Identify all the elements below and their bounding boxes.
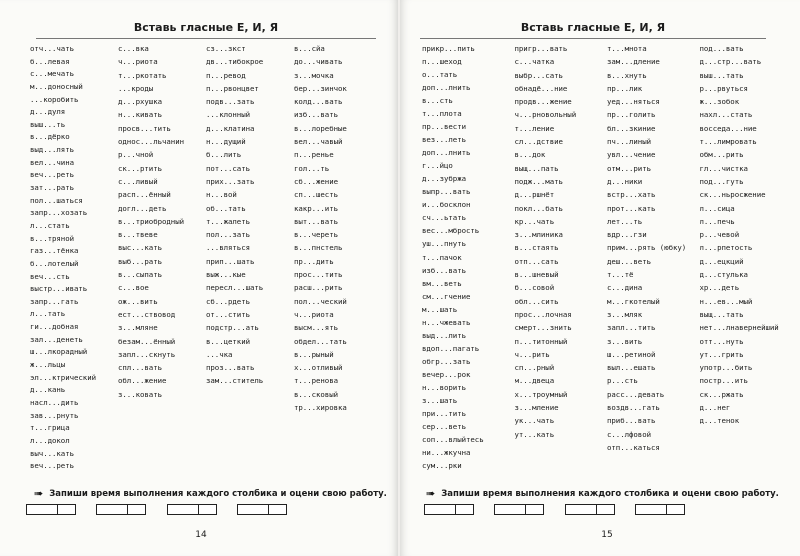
word-item: с...дина [607,283,643,293]
word-item: вел...чина [30,157,74,167]
word-item: веч...реть [30,170,74,180]
word-item: бер...зинчок [294,83,347,93]
word-item: пересл...шать [206,283,264,293]
word-item: пот...сать [206,163,250,173]
page-title: Вставь гласные Е, И, Я [36,18,376,39]
word-item: обдел...тать [294,336,347,346]
word-item: выс...кать [118,243,162,253]
word-item: и...босклон [422,200,471,210]
word-item: с...чатка [514,57,555,67]
word-item: встр...хать [607,190,656,200]
word-item: б...совой [514,283,555,293]
word-item: вечер...рок [422,369,471,379]
right-page [400,0,800,556]
word-item: ож...вить [118,296,158,306]
word-item: расп...ённый [118,190,171,200]
word-item: вдр...гзи [607,230,647,240]
word-item: ...чка [206,349,233,359]
word-item: отм...рить [607,163,651,173]
word-item: л...рпетость [699,243,753,253]
word-item: высм...ять [294,323,338,333]
word-column [118,42,206,472]
word-item: в...док [514,150,546,160]
word-item: в...хнуть [607,70,647,80]
word-item: догл...деть [118,203,167,213]
word-item: от...стить [206,309,250,319]
word-item: эл...ктрический [30,372,96,382]
word-item: продв...жение [514,97,572,107]
left-page [0,0,398,556]
word-item: выж...кые [206,270,246,280]
word-columns [422,42,792,472]
word-item: в...сть [422,96,453,106]
answer-box-group [494,504,542,515]
word-item: ск...ртить [118,163,162,173]
answer-box-group [565,504,613,515]
word-item: спл...вать [118,363,162,373]
word-item: проз...вать [206,363,255,373]
word-item: прип...шать [206,256,255,266]
word-item: подж...мать [514,176,563,186]
word-item: сч...ьтать [422,213,466,223]
word-item: прот...кать [607,203,656,213]
word-item: в...сковый [294,389,338,399]
word-item: д...зубржа [422,174,466,184]
word-item: д...ецкций [699,256,744,266]
word-item: ск...ржать [699,389,744,399]
word-item: р...рвуться [699,83,748,93]
word-item: п...ренье [294,150,334,160]
word-columns [30,42,382,472]
word-item: з...мочка [294,70,334,80]
word-item: ни...жкучна [422,447,471,457]
word-item: сб...рдеть [206,296,250,306]
answer-box-group [26,504,74,515]
word-item: т...ркотать [118,70,167,80]
word-item: доп...лнить [422,148,471,158]
word-column [515,42,608,472]
word-item: п...титонный [514,336,568,346]
word-item: сп...рный [514,363,555,373]
word-item: р...чевой [699,230,740,240]
word-item: н...ев...мый [699,296,753,306]
word-item: вел...чавый [294,137,343,147]
instruction-footer [426,487,779,500]
word-item: вес...мбрость [422,226,480,236]
word-item: пр...вести [422,122,466,132]
word-item: вдоп...пагать [422,343,480,353]
word-item: хр...деть [699,283,740,293]
word-item: выстр...ивать [30,284,88,294]
word-item: зам...дление [607,57,660,67]
word-item: выд...лить [422,330,466,340]
word-item: увл...чение [607,150,656,160]
time-box[interactable] [424,504,456,515]
word-item: д...стр...вать [699,57,762,67]
word-item: н...кивать [118,110,162,120]
page-number: 14 [195,530,207,540]
word-item: н...чжевать [422,317,471,327]
word-item: отт...нуть [699,336,744,346]
word-item: деш...веть [607,256,651,266]
word-item: б...лотелый [30,258,79,268]
word-item: д...стулька [699,270,748,280]
answer-boxes [424,504,684,515]
word-item: ест...ствовод [118,309,176,319]
grade-box[interactable] [596,504,615,515]
word-item: выт...вать [294,216,338,226]
word-item: ч...риота [294,309,334,319]
word-item: пригр...вать [514,44,568,53]
word-item: уш...пнуть [422,239,466,249]
word-item: бл...зкиние [607,123,656,133]
word-item: восседа...ние [699,123,757,133]
word-item: ж...льцы [30,360,66,370]
word-item: прих...зать [206,176,255,186]
word-item: пр...дить [294,256,334,266]
word-item: пр...голить [607,110,656,120]
word-item: в...сыпать [118,270,162,280]
word-item: сб...жение [294,176,338,186]
word-item: ук...чать [514,416,555,426]
word-item: м...доносный [30,81,83,91]
word-item: д...кань [30,385,66,395]
word-item: газ...тёнка [30,246,79,256]
word-item: об...тать [206,203,246,213]
time-box[interactable] [237,504,269,515]
word-item: см...гчение [422,291,471,301]
double-arrow-icon: ➠ [34,487,44,500]
word-item: д...нег [699,403,731,413]
word-item: сум...рки [422,461,462,470]
word-item: в...тряной [30,233,74,243]
instruction-text: Запиши время выполнения каждого столбика и оцени свою работу. [441,488,779,499]
answer-box-group [167,504,215,515]
word-item: обм...рить [699,150,744,160]
grade-box[interactable] [268,504,287,515]
word-item: пч...линый [607,137,651,147]
word-item: м...двеца [514,376,555,386]
word-item: о...тать [422,70,458,80]
word-item: ги...добная [30,322,79,332]
answer-box-group [635,504,683,515]
word-item: подв...зать [206,97,255,107]
word-item: сер...веть [422,421,466,431]
word-item: выб...рать [118,256,162,266]
word-item: в...пнстель [294,243,343,253]
word-item: т...мнота [607,44,647,53]
word-item: п...рвонцвет [206,83,259,93]
grade-box[interactable] [57,504,76,515]
word-item: л...сица [699,203,735,213]
word-item: ...вляться [206,243,250,253]
word-item: дв...тибокрое [206,57,264,67]
word-item: з...млиника [514,230,563,240]
word-column [607,42,700,472]
word-column [206,42,294,472]
word-item: колд...вать [294,97,343,107]
grade-box[interactable] [525,504,544,515]
word-item: просв...тить [118,123,171,133]
word-item: д...тенок [699,416,740,426]
word-item: д...рхушка [118,97,162,107]
word-item: л...тать [30,309,66,319]
word-column [30,42,118,472]
word-item: т...жалеть [206,216,250,226]
word-item: в...рыный [294,349,334,359]
word-item: ш...лкорадный [30,347,88,357]
word-item: употр...бить [699,363,753,373]
word-item: нет...лнавернейший [699,323,779,333]
word-item: з...шать [422,395,458,405]
time-box[interactable] [565,504,597,515]
answer-box-group [237,504,285,515]
word-item: в...стаять [514,243,559,253]
word-item: пр...лик [607,83,643,93]
word-item: з...мляне [118,323,158,333]
word-item: т...лимровать [699,137,757,147]
word-item: м...шать [422,304,458,314]
word-item: выщ...пать [514,163,559,173]
word-column [700,42,793,472]
word-item: выч...кать [30,448,74,458]
page-title: Вставь гласные Е, И, Я [420,18,766,39]
answer-box-group [96,504,144,515]
word-item: кр...чать [514,216,555,226]
word-item: постр...ить [699,376,748,386]
word-item: р...сть [607,376,638,386]
word-column [294,42,382,472]
word-item: н...ворить [422,382,466,392]
answer-box-group [424,504,472,515]
word-item: смерт...знить [514,323,572,333]
word-item: воздв...гать [607,403,660,413]
word-item: д...клатина [206,123,255,133]
word-item: м...гкотелый [607,296,660,306]
word-item: отч...чать [30,44,74,53]
word-item: ж...зобок [699,97,740,107]
word-item: выпр...вать [422,187,471,197]
word-item: в...триобродный [118,216,184,226]
word-item: д...ршнёт [514,190,555,200]
word-item: обнадё...ние [514,83,568,93]
word-item: ч...риота [118,57,158,67]
word-item: гл...чистка [699,163,748,173]
word-item: ...коробить [30,94,79,104]
word-item: нахл...стать [699,110,753,120]
word-item: с...вое [118,283,149,293]
word-item: в...сйа [294,44,325,53]
word-item: пол...ческий [294,296,347,306]
word-item: ут...грить [699,349,744,359]
word-item: пол...шаться [30,195,83,205]
word-item: выщ...тать [699,309,744,319]
word-item: сп...шесть [294,190,338,200]
word-item: доп...лнить [422,83,471,93]
word-item: т...ление [514,123,555,133]
word-item: т...плота [422,109,462,119]
word-column [422,42,515,472]
word-item: подстр...ать [206,323,259,333]
grade-box[interactable] [198,504,217,515]
word-item: запр...хозать [30,208,88,218]
grade-box[interactable] [455,504,474,515]
word-item: в...шневый [514,270,559,280]
instruction-text: Запиши время выполнения каждого столбика и оцени свою работу. [49,488,387,499]
word-item: б...левая [30,56,70,66]
word-item: з...мляк [607,309,643,319]
word-item: в...лоребные [294,123,347,133]
word-item: зал...денеть [30,334,83,344]
word-item: р...чной [118,150,154,160]
word-item: пол...зать [206,230,250,240]
word-item: с...вка [118,44,149,53]
word-item: л...печь [699,216,735,226]
word-item: изб...вать [422,265,466,275]
word-item: в...череть [294,230,338,240]
word-item: уед...няться [607,97,660,107]
word-item: сл...дствие [514,137,563,147]
grade-box[interactable] [666,504,685,515]
time-box[interactable] [494,504,526,515]
word-item: покл...бать [514,203,563,213]
word-item: ...клонный [206,110,250,120]
word-item: под...вать [699,44,744,53]
time-box[interactable] [26,504,58,515]
word-item: зав...рнуть [30,410,79,420]
time-box[interactable] [635,504,667,515]
word-item: под...гуть [699,176,744,186]
word-item: обл...жение [118,376,167,386]
word-item: т...пачок [422,252,462,262]
word-item: х...отливый [294,363,343,373]
word-item: отп...сать [514,256,559,266]
word-item: вез...леть [422,135,466,145]
word-item: п...шеход [422,57,462,67]
word-item: тр...хировка [294,403,347,413]
word-item: однос...льчанин [118,137,184,147]
word-item: веч...реть [30,461,74,471]
double-arrow-icon: ➠ [426,487,436,500]
word-item: ш...ретиной [607,349,656,359]
word-item: л...стать [30,220,70,230]
word-item: з...вить [607,336,643,346]
word-item: веч...сть [30,271,70,281]
word-item: ...кроды [118,83,154,93]
word-item: вм...веть [422,278,462,288]
answer-boxes [26,504,286,515]
word-item: запл...тить [607,323,656,333]
word-item: прикр...пить [422,44,475,53]
word-item: обгр...зать [422,356,471,366]
word-item: сз...зкст [206,44,246,53]
word-item: гол...ть [294,163,330,173]
word-item: в...твеве [118,230,158,240]
word-item: выш...тать [699,70,744,80]
word-item: т...грица [30,423,70,433]
word-item: х...троумный [514,389,568,399]
word-item: с...лфовой [607,429,651,439]
word-item: с...ливый [118,176,158,186]
word-item: н...дущий [206,137,246,147]
word-item: л...докол [30,435,70,445]
word-item: изб...вать [294,110,338,120]
word-item: д...ники [607,176,643,186]
word-item: до...чивать [294,57,343,67]
word-item: ч...рить [514,349,550,359]
word-item: г...йцо [422,161,453,171]
word-item: п...ревод [206,70,246,80]
word-item: ч...рновольный [514,110,577,120]
word-item: выд...лять [30,145,74,155]
word-item: с...мечать [30,69,74,79]
word-item: т...ренова [294,376,338,386]
page-number: 15 [601,530,613,540]
word-item: приб...вать [607,416,656,426]
word-item: насл...дить [30,397,79,407]
word-item: расс...девать [607,389,665,399]
word-item: соп...влыйтесь [422,434,484,444]
word-item: запр...гать [30,296,79,306]
word-item: зам...ститель [206,376,264,386]
word-item: зат...рать [30,183,74,193]
word-item: т...тё [607,270,634,280]
word-item: выбр...сать [514,70,563,80]
word-item: обл...сить [514,296,559,306]
word-item: при...тить [422,408,466,418]
word-item: д...дуля [30,107,66,117]
word-item: ут...кать [514,429,555,439]
word-item: выш...ть [30,119,66,129]
word-item: ск...ньросжение [699,190,766,200]
word-item: запл...скнуть [118,349,176,359]
word-item: лет...ть [607,216,643,226]
word-item: в...цеткий [206,336,250,346]
time-box[interactable] [167,504,199,515]
word-item: прос...лочная [514,309,572,319]
word-item: безам...ённый [118,336,176,346]
word-item: в...дёрко [30,132,70,142]
grade-box[interactable] [127,504,146,515]
word-item: н...вой [206,190,237,200]
word-item: прос...тить [294,270,343,280]
word-item: какр...ить [294,203,338,213]
word-item: б...лить [206,150,242,160]
instruction-footer [34,487,387,500]
word-item: выл...ешать [607,363,656,373]
word-item: з...мление [514,403,559,413]
word-item: з...ковать [118,389,162,399]
word-item: расш...рить [294,283,343,293]
word-item: отп...каться [607,442,660,452]
time-box[interactable] [96,504,128,515]
word-item: прим...рять (юбку) [607,243,687,253]
